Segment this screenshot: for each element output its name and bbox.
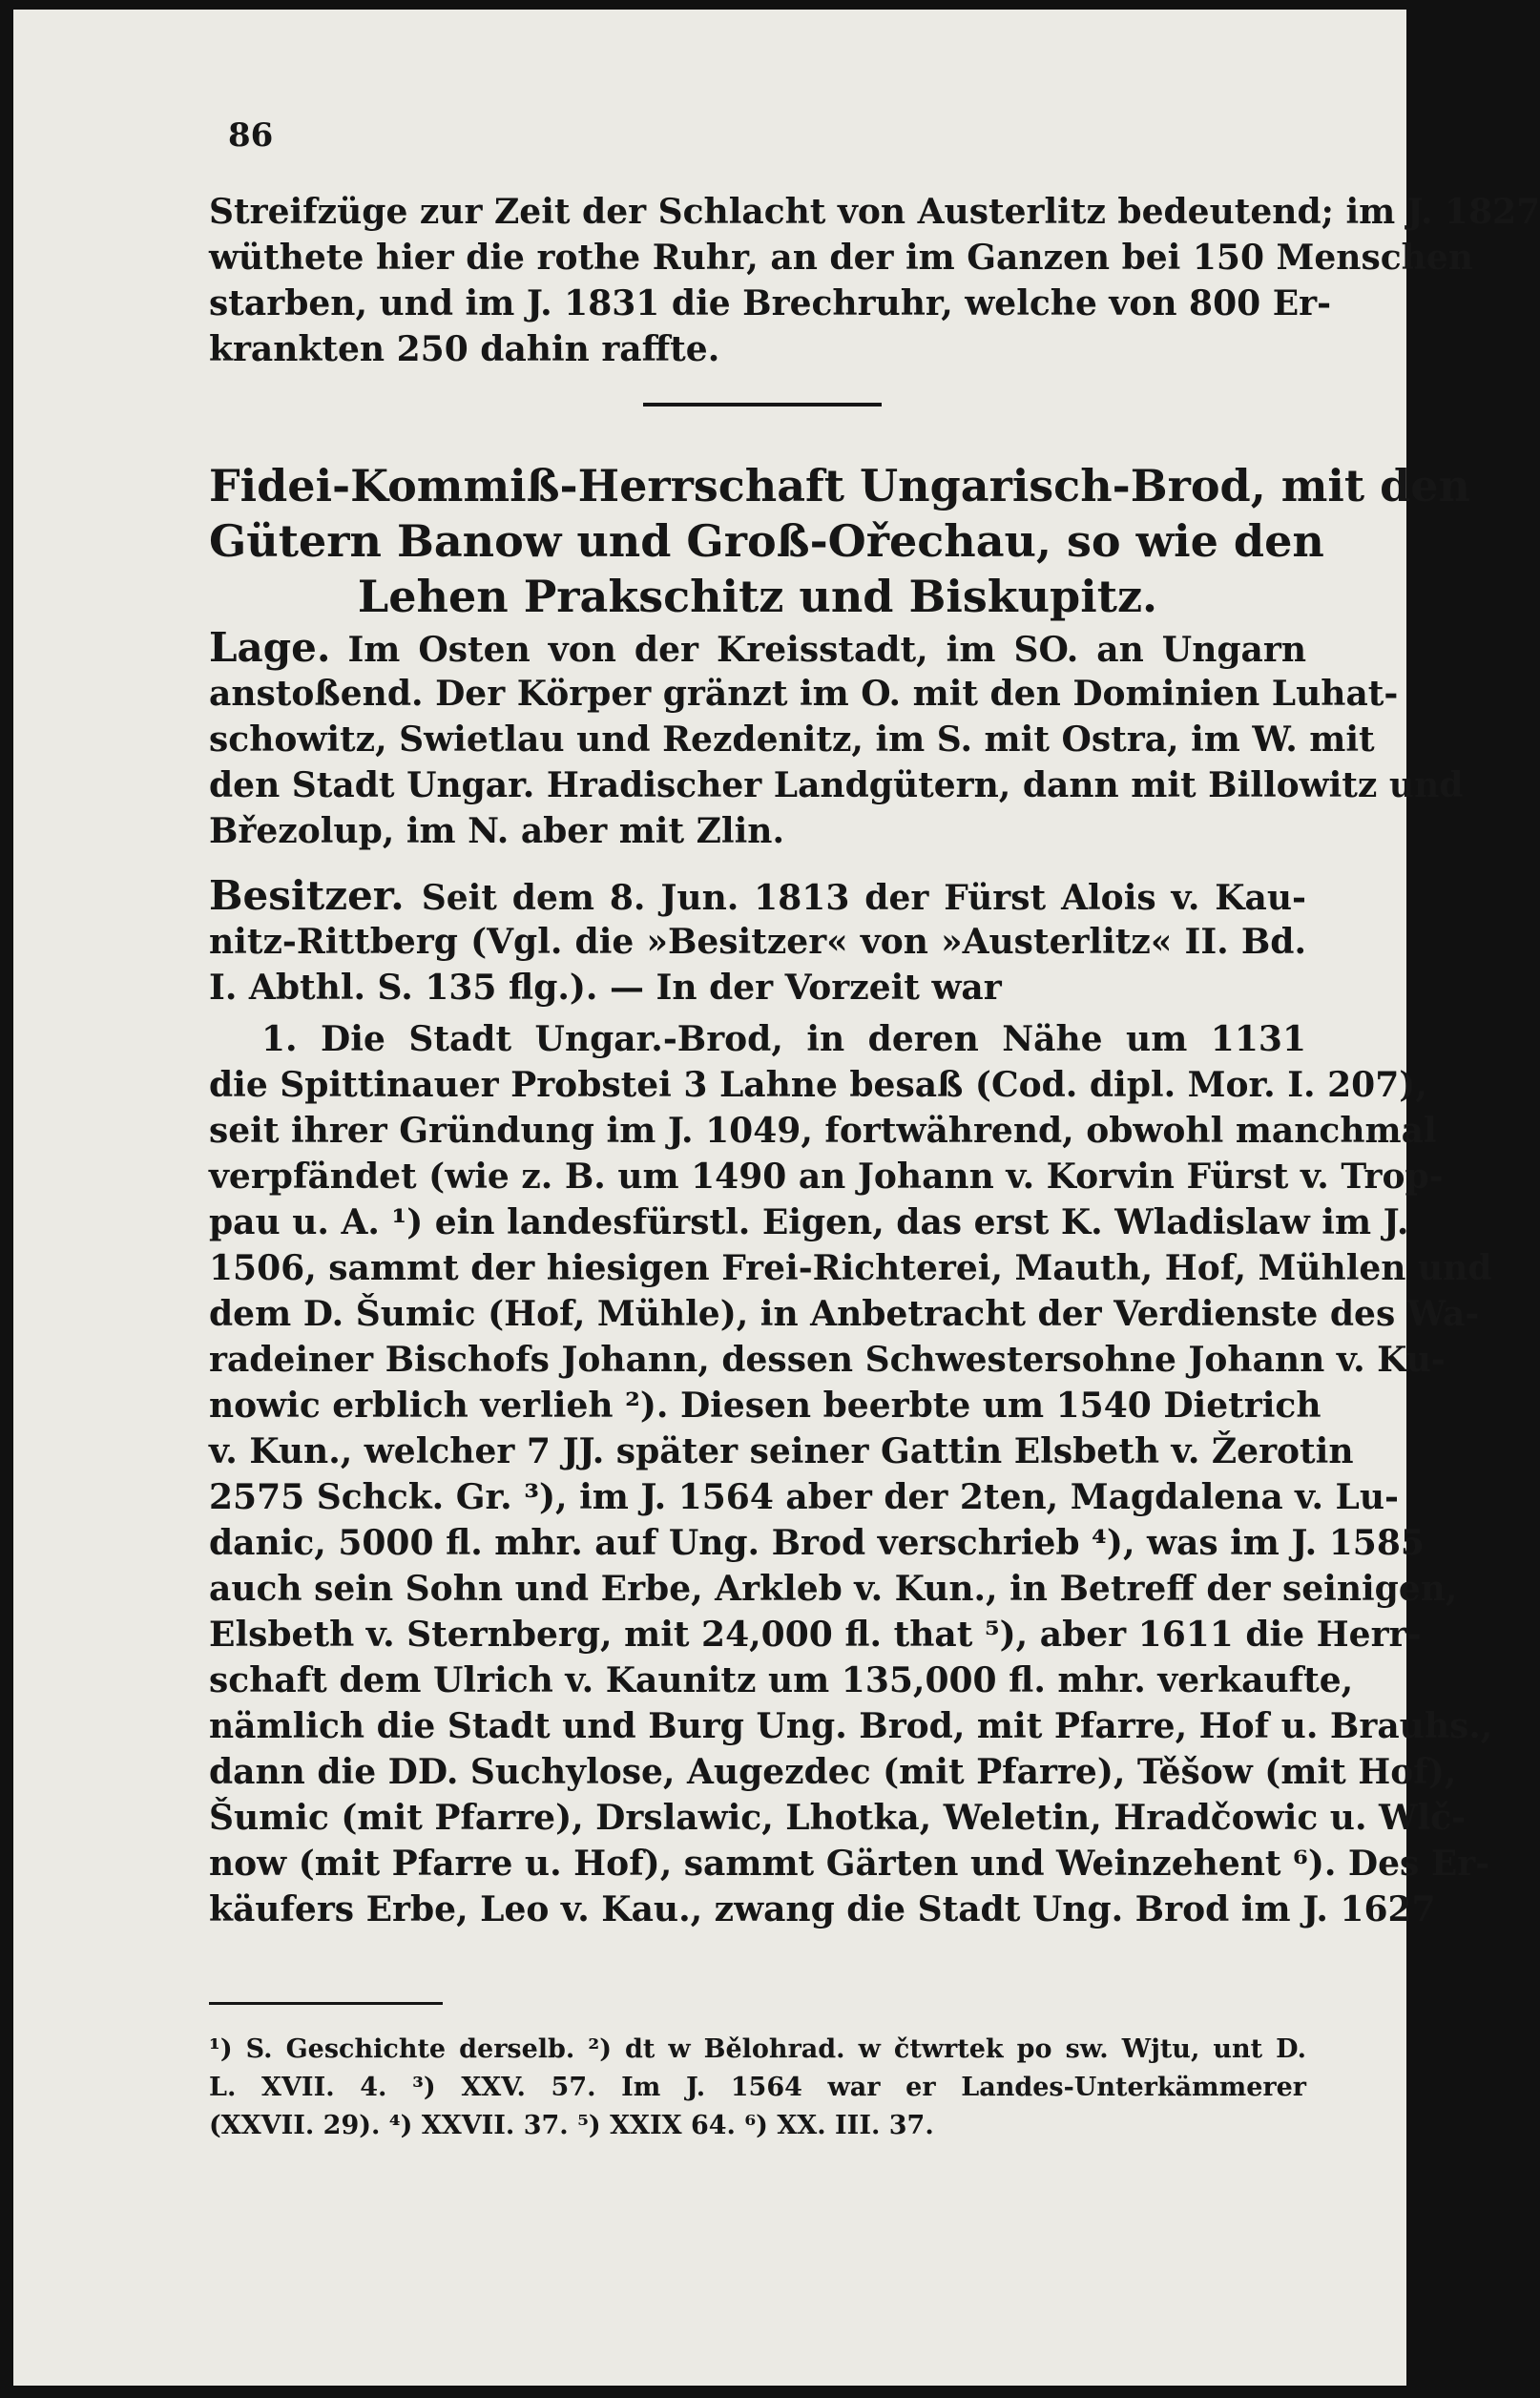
text-line [209, 873, 1306, 919]
text-line: nämlich die Stadt und Burg Ung. Brod, mit Pfarre, Hof u. Brauhs., [209, 1706, 1493, 1746]
text-line: Elsbeth v. Sternberg, mit 24,000 fl. that ⁵), aber 1611 die Herr- [209, 1615, 1422, 1655]
text-line: danic, 5000 fl. mhr. auf Ung. Brod verschrieb ⁴), was im J. 1585 [209, 1523, 1425, 1563]
text-line: die Spittinauer Probstei 3 Lahne besaß (Cod. dipl. Mor. I. 207), [209, 1065, 1427, 1105]
text-line: starben, und im J. 1831 die Brechruhr, welche von 800 Er- [209, 283, 1332, 323]
text-line: schowitz, Swietlau und Rezdenitz, im S. mit Ostra, im W. mit [209, 719, 1375, 760]
text-line: verpfändet (wie z. B. um 1490 an Johann v. Korvin Fürst v. Trop- [209, 1157, 1444, 1197]
heading-line: Fidei-Kommiß-Herrschaft Ungarisch-Brod, mit den [209, 460, 1471, 511]
footnote-line: L. XVII. 4. ³) XXV. 57. Im J. 1564 war er Landes-Unterkämmerer [209, 2073, 1306, 2102]
text-line: dann die DD. Suchylose, Augezdec (mit Pfarre), Těšow (mit Hof), [209, 1752, 1457, 1792]
text-line [209, 625, 1306, 671]
besitzer-first-line: Seit dem 8. Jun. 1813 der Fürst Alois v. Kau- [421, 878, 1306, 918]
section-divider [643, 403, 882, 407]
text-line: v. Kun., welcher 7 JJ. später seiner Gattin Elsbeth v. Žerotin [209, 1431, 1354, 1471]
text-line: radeiner Bischofs Johann, dessen Schwestersohne Johann v. Ku- [209, 1340, 1446, 1380]
text-line: schaft dem Ulrich v. Kaunitz um 135,000 fl. mhr. verkaufte, [209, 1660, 1354, 1700]
text-line: anstoßend. Der Körper gränzt im O. mit den Dominien Luhat- [209, 674, 1399, 714]
text-line: dem D. Šumic (Hof, Mühle), in Anbetracht der Verdienste des Wa- [209, 1294, 1480, 1334]
lage-first-line: Im Osten von der Kreisstadt, im SO. an Ungarn [347, 630, 1306, 670]
text-line: 1. Die Stadt Ungar.-Brod, in deren Nähe um 1131 [261, 1019, 1306, 1059]
text-line: käufers Erbe, Leo v. Kau., zwang die Stadt Ung. Brod im J. 1627 [209, 1889, 1436, 1929]
text-line: den Stadt Ungar. Hradischer Landgütern, dann mit Billowitz und [209, 765, 1464, 805]
section-heading [209, 458, 1471, 624]
text-line: now (mit Pfarre u. Hof), sammt Gärten und Weinzehent ⁶). Des Er- [209, 1844, 1490, 1884]
besitzer-paragraph [209, 873, 1306, 1011]
text-line: Šumic (mit Pfarre), Drslawic, Lhotka, Weletin, Hradčowic u. Wlč- [209, 1798, 1467, 1838]
book-page [13, 10, 1540, 2386]
text-line: nitz-Rittberg (Vgl. die »Besitzer« von »Austerlitz« II. Bd. [209, 922, 1306, 962]
besitzer-label: Besitzer. [209, 872, 405, 919]
footnote-line: (XXVII. 29). ⁴) XXVII. 37. ⁵) XXIX 64. ⁶) XX. III. 37. [209, 2111, 934, 2140]
lage-label: Lage. [209, 624, 331, 671]
page-number: 86 [228, 116, 274, 155]
text-line: krankten 250 dahin raffte. [209, 329, 720, 369]
text-line: auch sein Sohn und Erbe, Arkleb v. Kun., in Betreff der seinigen, [209, 1569, 1458, 1609]
text-line: 2575 Schck. Gr. ³), im J. 1564 aber der 2ten, Magdalena v. Lu- [209, 1477, 1399, 1517]
paragraph-ungarisch-brod [209, 1016, 1493, 1932]
text-line: pau u. A. ¹) ein landesfürstl. Eigen, das erst K. Wladislaw im J. [209, 1202, 1409, 1242]
footnote-divider [209, 2002, 443, 2005]
text-line: I. Abthl. S. 135 flg.). — In der Vorzeit war [209, 968, 1002, 1008]
lage-paragraph [209, 624, 1464, 854]
text-line: wüthete hier die rothe Ruhr, an der im Ganzen bei 150 Menschen [209, 238, 1473, 278]
text-line: nowic erblich verlieh ²). Diesen beerbte um 1540 Dietrich [209, 1386, 1321, 1426]
text-line: seit ihrer Gründung im J. 1049, fortwährend, obwohl manchmal [209, 1111, 1437, 1151]
heading-line: Lehen Prakschitz und Biskupitz. [357, 571, 1158, 622]
text-line: Březolup, im N. aber mit Zlin. [209, 811, 784, 851]
intro-paragraph [209, 189, 1540, 372]
text-line: 1506, sammt der hiesigen Frei-Richterei, Mauth, Hof, Mühlen und [209, 1248, 1492, 1288]
heading-line: Gütern Banow und Groß-Ořechau, so wie den [209, 515, 1324, 567]
footnote-line: ¹) S. Geschichte derselb. ²) dt w Bělohrad. w čtwrtek po sw. Wjtu, unt D. [209, 2034, 1306, 2064]
text-line: Streifzüge zur Zeit der Schlacht von Austerlitz bedeutend; im J. 1827 [209, 192, 1540, 232]
footnotes [209, 2031, 1306, 2145]
